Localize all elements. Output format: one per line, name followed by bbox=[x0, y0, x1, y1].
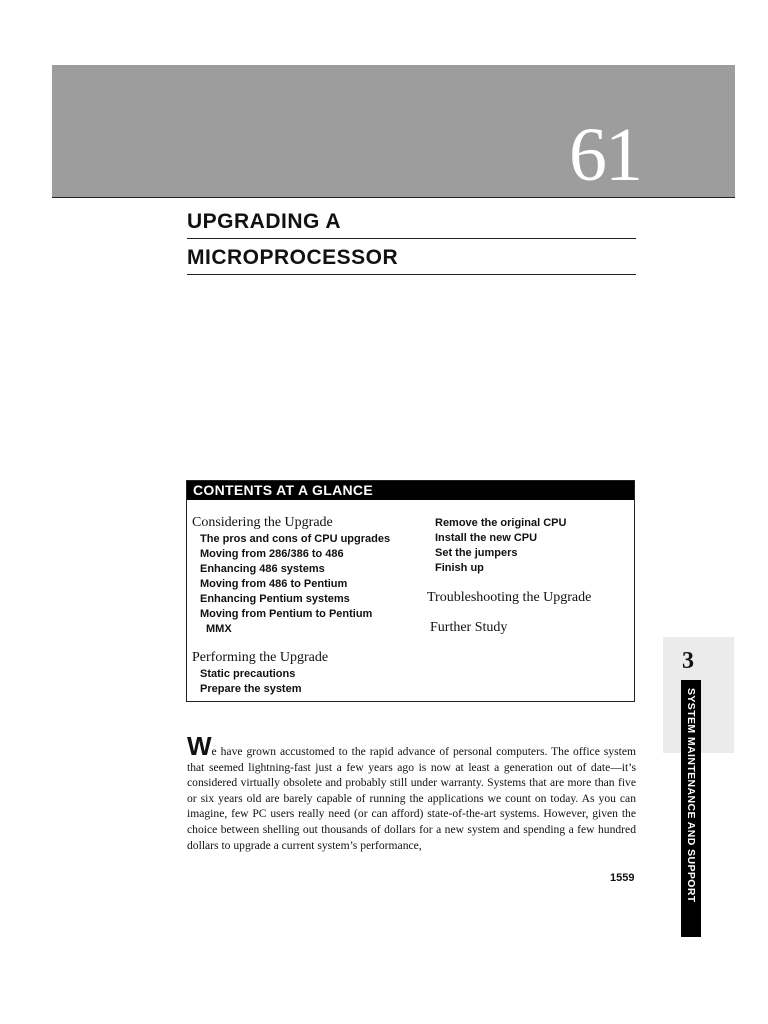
drop-cap: W bbox=[187, 731, 212, 761]
section-tab-label: SYSTEM MAINTENANCE AND SUPPORT bbox=[685, 688, 697, 903]
contents-item: Moving from Pentium to Pentium bbox=[200, 608, 373, 620]
contents-section-heading: Further Study bbox=[430, 620, 508, 635]
chapter-banner bbox=[52, 65, 735, 198]
contents-item: Remove the original CPU bbox=[435, 517, 567, 529]
contents-section-heading: Considering the Upgrade bbox=[192, 515, 333, 530]
contents-item: Finish up bbox=[435, 562, 484, 574]
contents-item: MMX bbox=[206, 623, 232, 635]
contents-item: Moving from 486 to Pentium bbox=[200, 578, 348, 590]
contents-header: CONTENTS AT A GLANCE bbox=[187, 481, 634, 500]
contents-item: Moving from 286/386 to 486 bbox=[200, 548, 344, 560]
contents-item: Enhancing 486 systems bbox=[200, 563, 325, 575]
contents-item: Prepare the system bbox=[200, 683, 302, 695]
section-number: 3 bbox=[682, 648, 694, 674]
contents-section-heading: Performing the Upgrade bbox=[192, 650, 329, 665]
page-number: 1559 bbox=[610, 872, 635, 884]
contents-right-column bbox=[427, 516, 591, 637]
body-paragraph bbox=[187, 731, 636, 853]
contents-left-column bbox=[192, 514, 390, 697]
contents-item: Set the jumpers bbox=[435, 547, 518, 559]
contents-at-a-glance-box bbox=[186, 480, 635, 702]
chapter-number: 61 bbox=[569, 113, 641, 197]
section-tab bbox=[681, 680, 701, 937]
contents-item: Static precautions bbox=[200, 668, 296, 680]
chapter-title-line-1: UPGRADING A bbox=[187, 210, 636, 239]
body-paragraph-text: e have grown accustomed to the rapid advance of personal computers. The office system that seemed lightning-fast just a few years ago is now at least a generation out of date—it’s considered virtually obsolete and probably still under warranty. Systems that are more than five or six years old are barely capable of running the applications we count on today. As you can imagine, few PC users really need (or can afford) state-of-the-art systems. However, given the choice between shelling out thousands of dollars for a new system and spending a few hundred dollars to upgrade a current system’s performance, bbox=[187, 745, 636, 852]
contents-item: The pros and cons of CPU upgrades bbox=[200, 533, 391, 545]
contents-item: Install the new CPU bbox=[435, 532, 538, 544]
contents-item: Enhancing Pentium systems bbox=[200, 593, 350, 605]
chapter-title-line-2: MICROPROCESSOR bbox=[187, 246, 636, 275]
contents-section-heading: Troubleshooting the Upgrade bbox=[427, 590, 592, 605]
